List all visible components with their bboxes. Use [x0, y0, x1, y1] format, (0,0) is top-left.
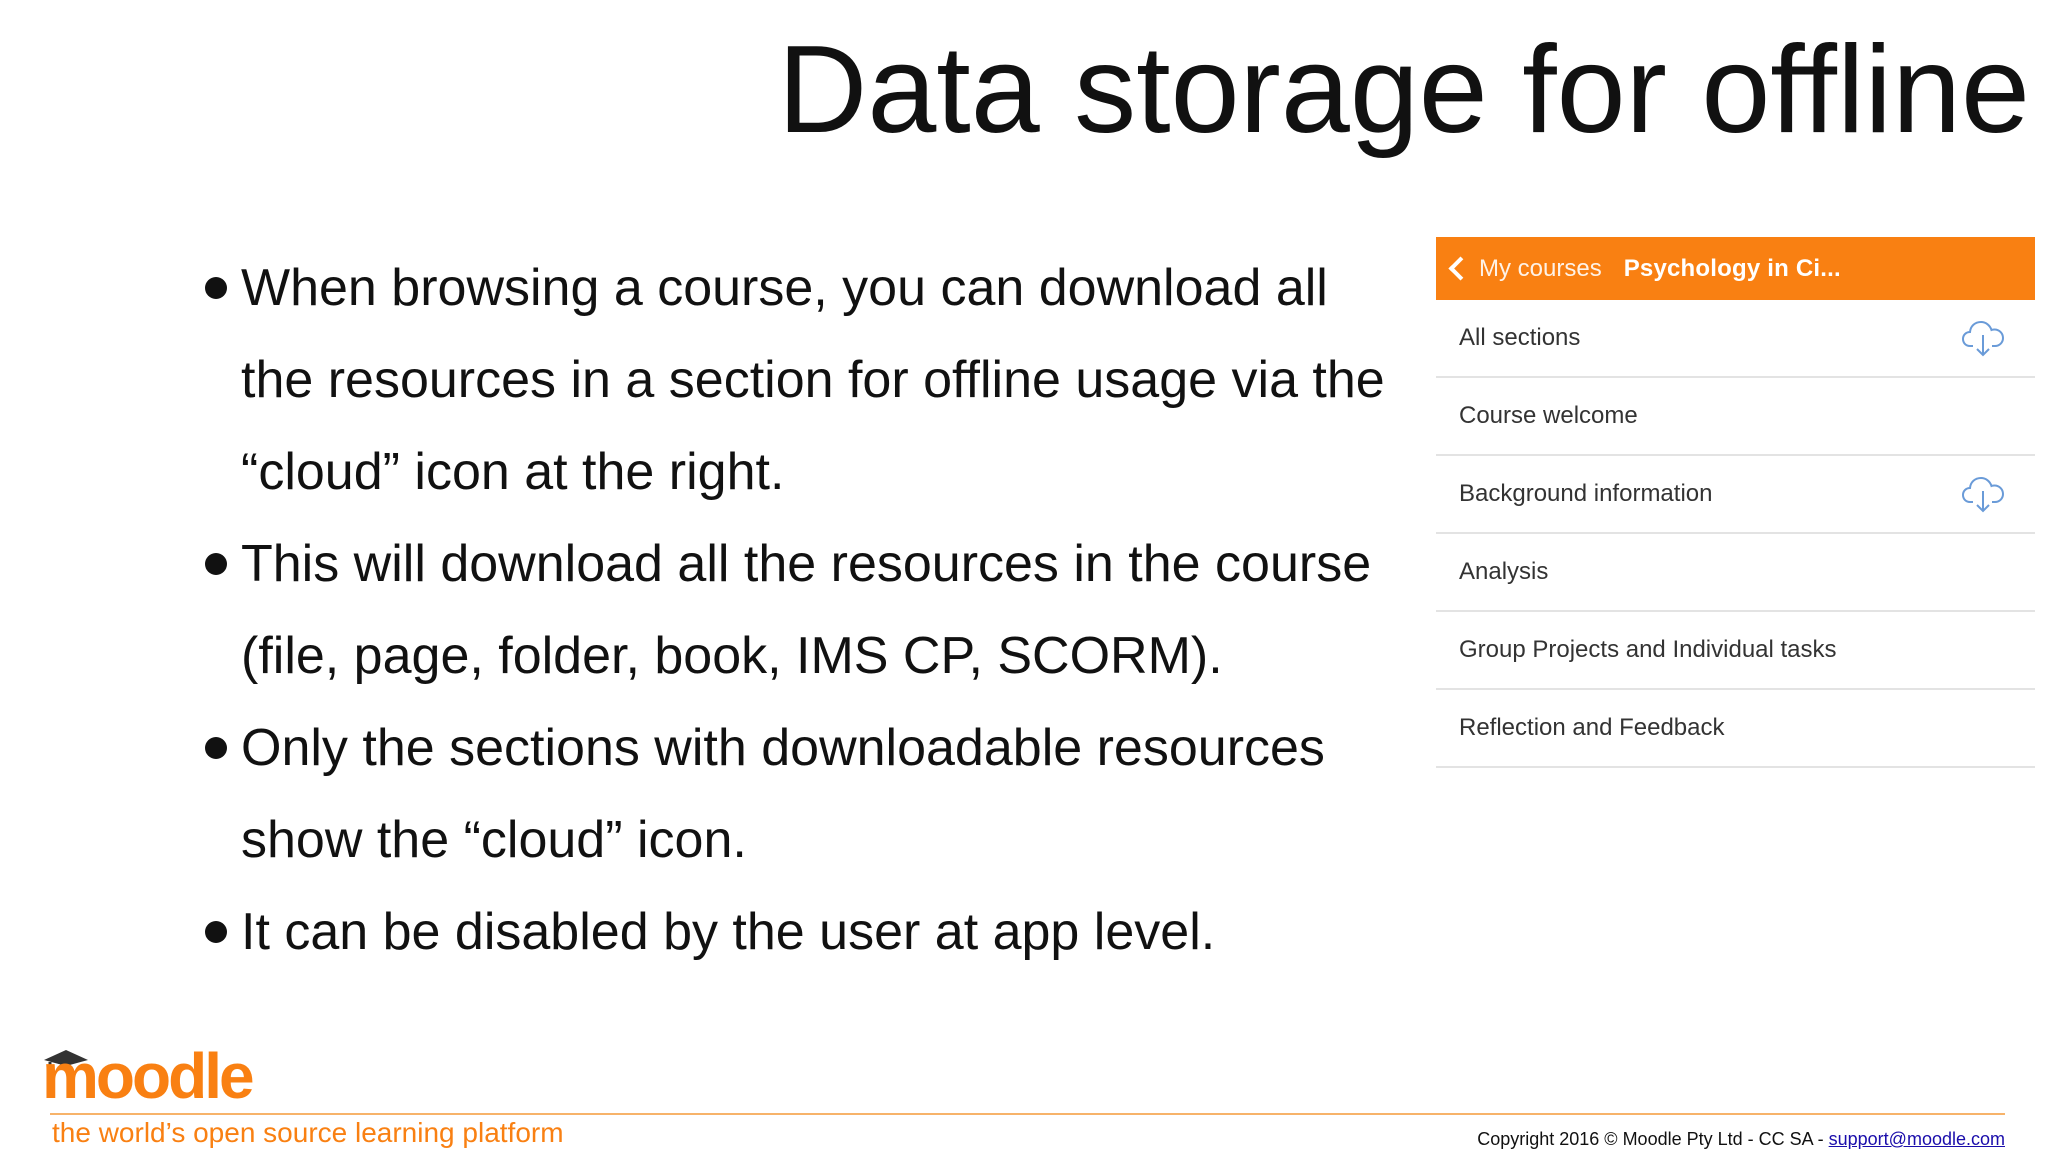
back-button[interactable]: [1436, 255, 1602, 283]
back-label: My courses: [1479, 254, 1602, 282]
svg-text:moodle: moodle: [42, 1040, 252, 1104]
slide-title: Data storage for offline: [777, 21, 2030, 159]
bullet-text: When browsing a course, you can download all the resources in a section for offline usage via the “cloud” icon at the right.: [241, 259, 1385, 501]
section-label: Course welcome: [1459, 402, 1638, 429]
bullet-item: [205, 518, 1395, 702]
section-item-group-projects[interactable]: [1436, 612, 2035, 690]
section-label: Background information: [1459, 480, 1713, 507]
copyright-text: Copyright 2016 © Moodle Pty Ltd - CC SA -: [1477, 1129, 1829, 1149]
bullet-text: This will download all the resources in the course (file, page, folder, book, IMS CP, SCORM).: [241, 535, 1372, 685]
bullet-dot-icon: [205, 277, 227, 299]
bullet-item: [205, 702, 1395, 886]
bullet-item: [205, 242, 1395, 518]
support-email-link[interactable]: support@moodle.com: [1828, 1129, 2005, 1149]
cloud-download-icon[interactable]: [1961, 318, 2005, 358]
section-item-course-welcome[interactable]: [1436, 378, 2035, 456]
course-title: Psychology in Ci...: [1623, 254, 1841, 282]
copyright-notice: [1477, 1129, 2005, 1150]
section-label: Analysis: [1459, 558, 1549, 585]
moodle-logo: [40, 1040, 270, 1104]
section-label: All sections: [1459, 324, 1581, 351]
bullet-dot-icon: [205, 737, 227, 759]
footer-divider: [50, 1113, 2005, 1115]
section-label: Reflection and Feedback: [1459, 714, 1725, 741]
chevron-left-icon: [1448, 256, 1472, 280]
bullet-item: [205, 886, 1395, 978]
bullet-list: [205, 242, 1395, 978]
app-header: [1436, 237, 2035, 300]
bullet-dot-icon: [205, 921, 227, 943]
app-screenshot: [1436, 237, 2035, 767]
section-item-analysis[interactable]: [1436, 534, 2035, 612]
tagline: the world’s open source learning platform: [52, 1117, 564, 1148]
section-item-all-sections[interactable]: [1436, 300, 2035, 378]
cloud-download-icon[interactable]: [1961, 474, 2005, 514]
section-label: Group Projects and Individual tasks: [1459, 636, 1837, 663]
bullet-text: Only the sections with downloadable resources show the “cloud” icon.: [241, 719, 1325, 869]
bullet-text: It can be disabled by the user at app level.: [241, 903, 1216, 961]
section-list: [1436, 300, 2035, 768]
section-item-background-information[interactable]: [1436, 456, 2035, 534]
bullet-dot-icon: [205, 553, 227, 575]
section-item-reflection-feedback[interactable]: [1436, 690, 2035, 768]
